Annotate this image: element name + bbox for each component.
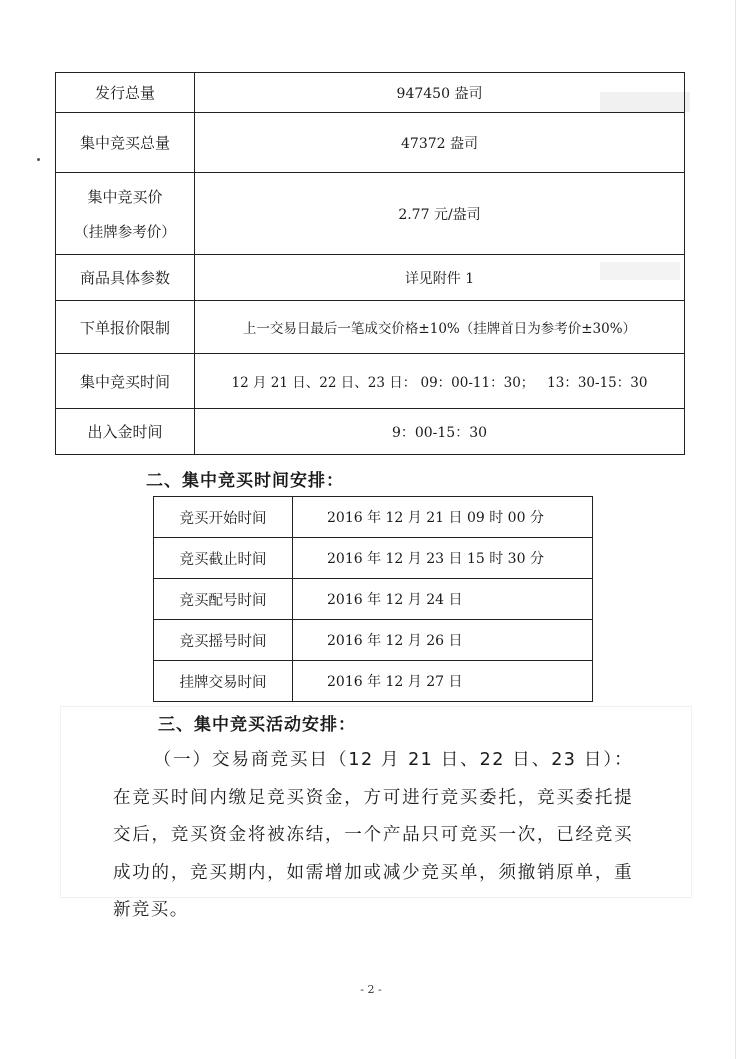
row-value: 上一交易日最后一笔成交价格±10%（挂牌首日为参考价±30%） — [195, 301, 685, 354]
row-value: 2016 年 12 月 23 日 15 时 30 分 — [293, 538, 593, 579]
row-value: 2016 年 12 月 27 日 — [293, 661, 593, 702]
product-info-table — [55, 72, 685, 455]
table-row — [56, 255, 685, 301]
section-heading-activities: 三、集中竞买活动安排： — [158, 715, 356, 735]
row-value: 9：00-15：30 — [195, 409, 685, 455]
row-value: 2.77 元/盎司 — [195, 173, 685, 255]
row-label-sub: （挂牌参考价） — [74, 224, 176, 241]
table-row — [56, 173, 685, 255]
row-value: 2016 年 12 月 21 日 09 时 00 分 — [293, 497, 593, 538]
table-row — [56, 409, 685, 455]
row-label — [56, 173, 195, 255]
scan-speck — [37, 158, 40, 161]
section-heading-schedule: 二、集中竞买时间安排： — [146, 471, 344, 491]
activity-paragraph — [113, 742, 633, 930]
row-value: 2016 年 12 月 26 日 — [293, 620, 593, 661]
table-row — [154, 497, 593, 538]
table-row — [154, 661, 593, 702]
table-row — [56, 354, 685, 409]
table-row — [154, 579, 593, 620]
row-value: 947450 盎司 — [195, 73, 685, 113]
row-label-main: 集中竞买价 — [87, 187, 163, 206]
table-row — [56, 113, 685, 173]
table-row — [154, 538, 593, 579]
row-label: 出入金时间 — [56, 409, 195, 455]
table-row — [154, 620, 593, 661]
row-label: 挂牌交易时间 — [154, 661, 293, 702]
scan-edge — [735, 0, 736, 1059]
row-label: 竞买截止时间 — [154, 538, 293, 579]
schedule-table — [153, 496, 593, 702]
paragraph-text: （一）交易商竞买日（12 月 21 日、22 日、23 日）：在竞买时间内缴足竞买资金，方可进行竞买委托，竞买委托提交后，竞买资金将被冻结，一个产品只可竞买一次，已经竞买成功的，竞买期内，如需增加或减少竞买单，须撤销原单，重新竞买。 — [113, 750, 633, 920]
row-label: 下单报价限制 — [56, 301, 195, 354]
page-number: - 2 - — [360, 983, 382, 996]
row-value: 47372 盎司 — [195, 113, 685, 173]
table-row — [56, 73, 685, 113]
row-value: 详见附件 1 — [195, 255, 685, 301]
row-label: 竞买配号时间 — [154, 579, 293, 620]
table-row — [56, 301, 685, 354]
row-value: 2016 年 12 月 24 日 — [293, 579, 593, 620]
row-label: 发行总量 — [56, 73, 195, 113]
row-label: 集中竞买时间 — [56, 354, 195, 409]
row-value: 12 月 21 日、22 日、23 日： 09：00-11：30； 13：30-15：30 — [195, 354, 685, 409]
row-label: 竞买摇号时间 — [154, 620, 293, 661]
row-label: 集中竞买总量 — [56, 113, 195, 173]
row-label: 竞买开始时间 — [154, 497, 293, 538]
row-label: 商品具体参数 — [56, 255, 195, 301]
